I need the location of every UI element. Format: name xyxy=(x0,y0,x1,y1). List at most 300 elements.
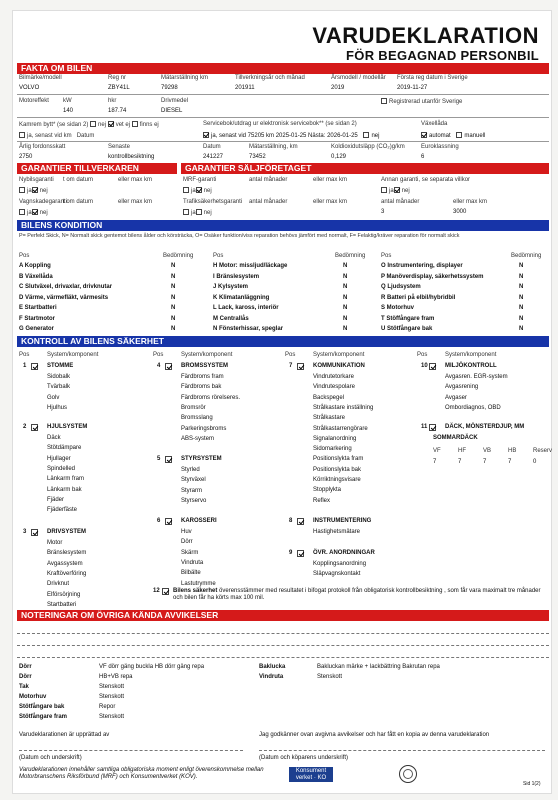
value-euroklassning: 6 xyxy=(421,154,425,160)
kondition-item-grade: N xyxy=(519,273,524,280)
kontroll-item: Styrarm xyxy=(181,487,202,494)
kamrem-nej-checkbox[interactable] xyxy=(90,121,96,127)
kamrem-ja-checkbox[interactable] xyxy=(19,132,25,138)
label-kw: kW xyxy=(63,98,72,104)
kontroll-item: Vindrutespolare xyxy=(313,384,355,391)
kondition-item-grade: N xyxy=(171,273,176,280)
kondition-item-grade: N xyxy=(171,263,176,269)
servicebok-ja-checkbox[interactable] xyxy=(203,132,209,138)
label-euroklassning: Euroklassning xyxy=(421,144,459,150)
footer-prepared-by: Varudeklarationen är upprättad av xyxy=(19,732,110,738)
kontroll-item: Avgasren. EGR-system xyxy=(445,374,508,380)
kontroll-item: Bilbälte xyxy=(181,570,201,577)
footer-seller-sign-label: (Datum och underskrift) xyxy=(19,755,82,761)
label-max-km-4: eller max km xyxy=(313,199,348,205)
kontroll-group-checkbox[interactable] xyxy=(297,550,304,557)
kontroll-pos-header: Pos xyxy=(19,352,30,358)
mrf-ja-label: ja xyxy=(191,188,196,194)
label-max-km-5: eller max km xyxy=(453,199,488,205)
kamrem-ja-row xyxy=(19,132,94,140)
kontroll-group-pos: 6 xyxy=(157,518,161,524)
trafik-ja-checkbox[interactable] xyxy=(183,209,189,215)
kondition-item-label: G Generator xyxy=(19,326,55,332)
sub-title: FÖR BEGAGNAD PERSONBIL xyxy=(346,48,539,63)
kontroll-pos-header: Pos xyxy=(417,352,428,358)
kontroll-item: Startbatteri xyxy=(47,601,77,608)
mrf-ja-checkbox[interactable] xyxy=(183,187,189,193)
kondition-item-grade: N xyxy=(171,315,176,322)
kondition-item-grade: N xyxy=(519,315,524,322)
kontroll-item: Avgassystem xyxy=(47,560,83,567)
note-line xyxy=(17,633,549,634)
kondition-item-label: C Slutväxel, drivaxlar, drivknutar xyxy=(19,284,113,290)
kontroll-group-title: KOMMUNIKATION xyxy=(313,363,365,369)
kontroll-system-header: System/komponent xyxy=(445,352,497,358)
value-kontrollbesiktning: kontrollbesiktning xyxy=(108,154,155,160)
kondition-item-label: E Startbatteri xyxy=(19,305,57,311)
kamrem-label: Kamrem bytt* (se sidan 2) xyxy=(19,122,89,128)
nybil-nej-checkbox[interactable] xyxy=(32,187,38,193)
kontroll-group-title: INSTRUMENTERING xyxy=(313,518,372,524)
kontroll-group-checkbox[interactable] xyxy=(31,424,38,431)
label-bilmarke: Bilmärke/modell xyxy=(19,75,62,81)
kontroll-group-title: HJULSYSTEM xyxy=(47,424,88,430)
label-arsmodell: Årsmodell / modellår xyxy=(331,75,386,81)
note-item: Motorhuv xyxy=(19,694,47,700)
kondition-item-grade: N xyxy=(343,315,348,322)
page-number: Sid 1(2) xyxy=(523,781,541,787)
pos12-number: 12 xyxy=(153,588,160,594)
nybil-janej xyxy=(19,187,48,195)
nybil-ja-label: ja xyxy=(27,188,32,194)
kontroll-item: Hjulhus xyxy=(47,404,68,411)
mrf-janej xyxy=(183,187,212,195)
kondition-item-grade: N xyxy=(519,305,524,311)
kondition-pos-header: Pos xyxy=(19,253,30,259)
kontroll-group-pos: 9 xyxy=(289,550,293,556)
label-datum: Datum xyxy=(203,144,221,150)
vagn-ja-label: ja xyxy=(27,210,32,216)
kontroll-system-header: System/komponent xyxy=(181,352,233,358)
note-item: Stötfångare bak xyxy=(19,704,65,710)
label-mrf: MRF-garanti xyxy=(183,177,217,183)
kontroll-group-title: STYRSYSTEM xyxy=(181,456,222,462)
kontroll-item: Parkeringsbroms xyxy=(181,425,227,432)
kontroll-group-checkbox[interactable] xyxy=(297,363,304,370)
kamrem-finnsej-checkbox[interactable] xyxy=(132,121,138,127)
signature-line-buyer[interactable] xyxy=(259,750,545,751)
servicebok-value: ja, senast vid 75205 km 2025-01-25 Nästa: 2026-01-25 xyxy=(211,133,358,139)
kontroll-group-pos: 1 xyxy=(23,363,27,369)
kondition-item-label: R Batteri på elbil/hybridbil xyxy=(381,294,456,301)
kondition-item-grade: N xyxy=(343,284,348,290)
kontroll-item: Golv xyxy=(47,394,60,401)
section-garanti-tillverkaren-heading: GARANTIER TILLVERKAREN xyxy=(17,163,177,174)
note-item: Vindruta xyxy=(259,674,284,680)
label-koldioxid: Koldioxidutsläpp (CO₂)g/km xyxy=(331,144,405,150)
kondition-item-grade: N xyxy=(171,294,176,301)
kondition-item-grade: N xyxy=(171,284,176,290)
kondition-item-grade: N xyxy=(171,326,176,332)
section-kondition-heading: BILENS KONDITION xyxy=(17,220,549,231)
label-regnr: Reg nr xyxy=(108,75,127,81)
kontroll-group-title: BROMSSYSTEM xyxy=(181,363,229,369)
kontroll-group-title: DRIVSYSTEM xyxy=(47,529,87,535)
note-item: Stötfångare fram xyxy=(19,714,68,720)
kondition-item-grade: N xyxy=(519,284,524,290)
label-tom-datum-2: t om datum xyxy=(63,199,94,205)
kontroll-pos-header: Pos xyxy=(153,352,164,358)
kontroll-item: Dörr xyxy=(181,539,193,546)
vagn-nej-checkbox[interactable] xyxy=(32,209,38,215)
kontroll-item: Ombordiagnos, OBD xyxy=(445,404,501,411)
kontroll-item: Körriktningsvisare xyxy=(313,477,361,483)
footer-buyer-approval: Jag godkänner ovan avgivna avvikelser och har fått en kopia av denna varudeklaration xyxy=(259,732,490,738)
logo-line2: verket · KO xyxy=(295,774,327,781)
nybil-ja-checkbox[interactable] xyxy=(19,187,25,193)
vaxellada-manuell-label: manuell xyxy=(464,133,486,139)
sommardack-header: HF xyxy=(458,448,466,454)
value-kw: 140 xyxy=(63,108,74,114)
sommardack-header: Reserv xyxy=(533,448,553,454)
kontroll-item: Tvärbalk xyxy=(47,384,71,391)
value-tillverkningsar: 201911 xyxy=(235,85,255,91)
label-senaste: Senaste xyxy=(108,144,131,150)
note-line xyxy=(17,645,549,646)
kontroll-group-pos: 11 xyxy=(421,424,428,430)
kontroll-group-checkbox[interactable] xyxy=(429,424,436,431)
kontroll-group-pos: 10 xyxy=(421,363,428,369)
label-vaxellada: Växellåda xyxy=(421,121,448,127)
kontroll-item: Spindelled xyxy=(47,465,76,472)
kondition-item-label: F Startmotor xyxy=(19,315,55,322)
kontroll-group-checkbox[interactable] xyxy=(31,363,38,370)
registered-abroad-checkbox[interactable] xyxy=(381,98,462,106)
kontroll-item: Färdbroms fram xyxy=(181,374,224,380)
pos12-text xyxy=(173,588,545,602)
kontroll-group-pos: 8 xyxy=(289,518,293,524)
note-text: Stenskott xyxy=(99,714,125,720)
vagn-janej xyxy=(19,209,48,217)
label-kamrem xyxy=(19,121,159,129)
sommardack-header: VF xyxy=(433,448,441,454)
konsumentverket-logo xyxy=(289,767,333,782)
note-line xyxy=(17,657,549,658)
kontroll-item: Lastutrymme xyxy=(181,580,216,587)
document-title xyxy=(312,25,539,62)
vaxellada-automat-checkbox[interactable] xyxy=(421,132,427,138)
kontroll-group-pos: 2 xyxy=(23,424,27,430)
kontroll-item: Hjullager xyxy=(47,455,71,462)
note-item: Dörr xyxy=(19,664,32,670)
label-nybilsgaranti: Nybilsgaranti xyxy=(19,177,54,183)
kontroll-group-pos: 5 xyxy=(157,456,161,462)
vaxellada-manuell-checkbox[interactable] xyxy=(456,132,462,138)
kondition-item-label: O Instrumentering, displayer xyxy=(381,263,463,269)
kondition-item-label: M Centrallås xyxy=(213,315,249,322)
divider xyxy=(17,141,549,142)
kontroll-item: Backspegel xyxy=(313,394,345,401)
kontroll-item: Fjäderfäste xyxy=(47,507,78,514)
label-antal-manader-3: antal månader xyxy=(381,199,420,205)
footer-buyer-sign-label: (Datum och köparens underskrift) xyxy=(259,755,349,761)
sommardack-value: 7 xyxy=(483,459,487,465)
value-fordonsskatt: 2750 xyxy=(19,154,33,160)
kondition-pos-header: Pos xyxy=(213,253,224,259)
kontroll-item: Fjäder xyxy=(47,496,65,503)
kontroll-group-pos: 4 xyxy=(157,363,161,369)
kondition-item-label: B Växellåda xyxy=(19,273,53,280)
kondition-item-label: Q Ljudsystem xyxy=(381,284,421,290)
mrf-nej-label: nej xyxy=(203,188,212,194)
trafik-km-value: 3000 xyxy=(453,209,467,215)
kondition-item-label: D Värme, värmefläkt, värmesits xyxy=(19,294,109,301)
sommardack-value: 7 xyxy=(508,459,512,465)
kamrem-datum-label: Datum xyxy=(76,133,95,139)
vagn-ja-checkbox[interactable] xyxy=(19,209,25,215)
note-text: Repor xyxy=(99,704,116,710)
kondition-grade-header: Bedömning xyxy=(511,253,542,259)
note-item: Tak xyxy=(19,684,29,690)
kondition-item-grade: N xyxy=(343,326,348,332)
kondition-item-label: P Manöverdisplay, säkerhetssystem xyxy=(381,273,484,280)
kontroll-item: Släpvagnskontakt xyxy=(313,571,361,578)
kontroll-item: Vindruta xyxy=(181,559,204,566)
kontroll-group-title: DÄCK, MÖNSTERDJUP, MM xyxy=(445,424,525,430)
kontroll-group-checkbox[interactable] xyxy=(165,363,172,370)
trafik-janej xyxy=(183,209,212,217)
value-hkr: 187.74 xyxy=(108,108,127,114)
kontroll-item: Vindrutetorkare xyxy=(313,374,354,380)
kondition-item-label: K Klimatanläggning xyxy=(213,294,270,301)
kontroll-item: Strålkastare xyxy=(313,415,346,422)
kondition-pos-header: Pos xyxy=(381,253,392,259)
kondition-item-grade: N xyxy=(171,305,176,311)
label-tillverkningsar: Tillverkningsår och månad xyxy=(235,75,305,81)
label-vagnskadegaranti: Vagnskadegaranti xyxy=(19,199,67,205)
kontroll-item: Länkarm bak xyxy=(47,486,82,493)
footer-disclaimer: Varudeklarationen innehåller samtliga obligatoriska moment enligt överenskommelse mellan Motorbranschens Riksförbund (MRF) och Konsumentverket (KOV). xyxy=(19,767,264,780)
kontroll-item: Länkarm fram xyxy=(47,476,85,483)
vaxellada-automat-label: automat xyxy=(429,133,451,139)
kontroll-item: Reflex xyxy=(313,497,331,504)
note-text: Stenskott xyxy=(317,674,343,680)
value-forsta-reg: 2019-11-27 xyxy=(397,85,428,91)
kontroll-group-pos: 3 xyxy=(23,529,27,535)
value-datum: 241227 xyxy=(203,154,224,160)
kamrem-vetej-checkbox[interactable] xyxy=(108,121,114,127)
nybil-nej-label: nej xyxy=(39,188,48,194)
label-max-km: eller max km xyxy=(118,177,153,183)
value-matarstallning-besikt: 73452 xyxy=(249,154,266,160)
kontroll-item: Signalanordning xyxy=(313,435,357,442)
kontroll-item: Positionslykta fram xyxy=(313,456,364,463)
sommardack-header: VB xyxy=(483,448,492,454)
value-koldioxid: 0,129 xyxy=(331,154,347,160)
label-annan-garanti: Annan garanti, se separata villkor xyxy=(381,177,471,183)
kontroll-item: Sidomarkering xyxy=(313,446,352,453)
pos12-checkbox[interactable] xyxy=(162,588,169,595)
kontroll-item: Sidobalk xyxy=(47,374,71,380)
kondition-item-label: U Stötfångare bak xyxy=(381,326,433,332)
label-drivmedel: Drivmedel xyxy=(161,98,189,104)
sommardack-value: 7 xyxy=(433,459,437,465)
vagn-nej-label: nej xyxy=(39,210,48,216)
kontroll-item: Avgasrening xyxy=(445,384,479,391)
label-hkr: hkr xyxy=(108,98,117,104)
trafik-nej-checkbox[interactable] xyxy=(196,209,202,215)
kondition-item-grade: N xyxy=(343,263,348,269)
value-matarstallning: 79298 xyxy=(161,85,178,91)
label-forsta-reg: Första reg datum i Sverige xyxy=(397,75,468,81)
kondition-item-grade: N xyxy=(343,305,348,311)
kontroll-item: Positionslykta bak xyxy=(313,466,362,473)
note-text: VF dörr gäng buckla HB dörr gäng repa xyxy=(99,664,205,670)
label-max-km-2: eller max km xyxy=(118,199,153,205)
kontroll-group-checkbox[interactable] xyxy=(297,518,304,525)
kondition-item-label: A Koppling xyxy=(19,263,51,269)
document-page xyxy=(12,10,552,794)
kamrem-nej-label: nej xyxy=(98,122,107,128)
divider xyxy=(17,117,549,118)
label-motoreffekt: Motoreffekt xyxy=(19,98,49,104)
kontroll-item: Bränslesystem xyxy=(47,550,87,557)
kontroll-group-checkbox[interactable] xyxy=(31,529,38,536)
trafik-months-value: 3 xyxy=(381,209,385,215)
trafik-nej-label: nej xyxy=(203,210,212,216)
label-antal-manader-2: antal månader xyxy=(249,199,288,205)
kontroll-item: Stopplykta xyxy=(313,487,342,494)
kondition-item-label: S Motorhuv xyxy=(381,305,414,311)
main-title: VARUDEKLARATION xyxy=(312,23,539,48)
kontroll-group-checkbox[interactable] xyxy=(165,518,172,525)
note-text: HB+VB repa xyxy=(99,674,133,680)
value-regnr: ZBY41L xyxy=(108,85,130,91)
kontroll-group-title: ÖVR. ANORDNINGAR xyxy=(313,550,375,556)
kondition-grade-header: Bedömning xyxy=(335,253,366,259)
note-text: Stenskott xyxy=(99,694,125,700)
kondition-item-label: L Lack, kaross, interiör xyxy=(213,305,279,311)
mrf-nej-checkbox[interactable] xyxy=(196,187,202,193)
kontroll-system-header: System/komponent xyxy=(313,352,365,358)
kontroll-pos-header: Pos xyxy=(285,352,296,358)
kontroll-item: Stötdämpare xyxy=(47,445,82,452)
kontroll-item: Huv xyxy=(181,529,192,535)
note-item: Dörr xyxy=(19,674,32,680)
kontroll-item: Strålkastarrengörare xyxy=(313,425,368,432)
kontroll-group-title: STOMME xyxy=(47,363,74,369)
note-text: Stenskott xyxy=(99,684,125,690)
kontroll-group-checkbox[interactable] xyxy=(429,363,436,370)
label-matarstallning-besikt: Mätarställning, km xyxy=(249,144,298,150)
kontroll-item: Kraftöverföring xyxy=(47,570,87,577)
vaxellada-row xyxy=(421,132,485,140)
kamrem-vetej-label: vet ej xyxy=(115,122,131,128)
label-matarstallning: Mätarställning km xyxy=(161,75,209,81)
kontroll-item: Kopplingsanordning xyxy=(313,561,367,567)
kontroll-item: Elförsörjning xyxy=(47,591,81,598)
kontroll-group-title: KAROSSERI xyxy=(181,518,217,524)
kontroll-item: Skärm xyxy=(181,549,199,556)
label-servicebok: Servicebok/utdrag ur elektronisk servicebok** (se sidan 2) xyxy=(203,121,357,127)
kontroll-item: ABS-system xyxy=(181,435,215,442)
kontroll-item: Färdbroms rörelseres. xyxy=(181,394,241,401)
kondition-item-grade: N xyxy=(343,294,348,301)
sommardack-value: 0 xyxy=(533,459,537,465)
mrf-seal-icon xyxy=(399,765,417,783)
checkbox-icon xyxy=(381,98,387,104)
note-item: Baklucka xyxy=(259,664,286,670)
kondition-item-grade: N xyxy=(519,326,524,332)
section-garanti-saljforetaget-heading: GARANTIER SÄLJFÖRETAGET xyxy=(181,163,549,174)
pos12-text-bold: Bilens säkerhet xyxy=(173,588,218,594)
kondition-item-label: T Stöffångare fram xyxy=(381,315,435,322)
kontroll-item: Drivknut xyxy=(47,581,70,588)
kontroll-item: Motor xyxy=(47,540,63,546)
annan-ja-checkbox[interactable] xyxy=(381,187,387,193)
label-fordonsskatt: Årlig fordonsskatt xyxy=(19,144,66,150)
kontroll-group-checkbox[interactable] xyxy=(165,456,172,463)
sommardack-header: HB xyxy=(508,448,517,454)
pos12-text-rest: överensstämmer med resultatet i bifogat protokoll från obligatorisk kontrollbesiktning , som får vara maximalt tre månader och bilen får ha körts max 100 mil. xyxy=(173,588,541,601)
annan-nej-label: nej xyxy=(401,188,410,194)
annan-janej xyxy=(381,187,410,195)
servicebok-row xyxy=(203,132,379,140)
kondition-item-label: I Bränslesystem xyxy=(213,273,260,280)
value-arsmodell: 2019 xyxy=(331,85,345,91)
kondition-item-grade: N xyxy=(343,273,348,280)
sommardack-title: SOMMARDÄCK xyxy=(433,435,478,441)
label-antal-manader: antal månader xyxy=(249,177,288,183)
kondition-legend: P= Perfekt Skick, N= Normalt skick gentemot bilens ålder och körsträcka, O= Osäker funktion/viss reparation behövs jämfört med normalt, F= Felaktig/kräver reparation för normalt skick xyxy=(19,233,460,239)
value-bilmarke: VOLVO xyxy=(19,85,40,91)
label-tom-datum: t om datum xyxy=(63,177,94,183)
divider xyxy=(17,94,549,95)
kontroll-item: Strålkastare inställning xyxy=(313,404,374,411)
kondition-item-grade: N xyxy=(519,294,524,301)
kontroll-item: Styrled xyxy=(181,467,200,473)
kontroll-item: Bromsrör xyxy=(181,404,206,411)
kondition-item-label: H Motor: missljud/läckage xyxy=(213,263,288,269)
kontroll-item: Styrväxel xyxy=(181,477,206,484)
kontroll-item: Hastighetsmätare xyxy=(313,529,361,535)
kondition-item-label: J Kylsystem xyxy=(213,284,249,290)
section-fakta-heading: FAKTA OM BILEN xyxy=(17,63,549,74)
section-noteringar-heading: NOTERINGAR OM ÖVRIGA KÄNDA AVVIKELSER xyxy=(17,610,549,621)
servicebok-nej-label: nej xyxy=(371,133,380,139)
kondition-item-label: N Fönsterhissar, speglar xyxy=(213,326,284,332)
kontroll-group-title: MILJÖKONTROLL xyxy=(445,363,497,369)
kondition-item-grade: N xyxy=(519,263,524,269)
value-drivmedel: DIESEL xyxy=(161,108,183,114)
label-max-km-3: eller max km xyxy=(313,177,348,183)
trafik-ja-label: ja xyxy=(191,210,196,216)
kamrem-finnsej-label: finns ej xyxy=(139,122,159,128)
kontroll-item: Däck xyxy=(47,435,61,441)
kontroll-group-pos: 7 xyxy=(289,363,293,369)
kontroll-item: Styrservo xyxy=(181,497,207,504)
kontroll-item: Avgaser xyxy=(445,394,467,401)
note-text: Bakluckan märke + lackbättring Bakrutan repa xyxy=(317,664,440,670)
kontroll-item: Färdbroms bak xyxy=(181,384,222,391)
servicebok-nej-checkbox[interactable] xyxy=(363,132,369,138)
sommardack-value: 7 xyxy=(458,459,462,465)
annan-nej-checkbox[interactable] xyxy=(394,187,400,193)
logo-line1: Konsument xyxy=(295,768,327,774)
kontroll-item: Bromsslang xyxy=(181,415,213,422)
signature-line-seller[interactable] xyxy=(19,750,243,751)
label-trafiksakerhet: Trafiksäkerhetsgaranti xyxy=(183,199,243,205)
